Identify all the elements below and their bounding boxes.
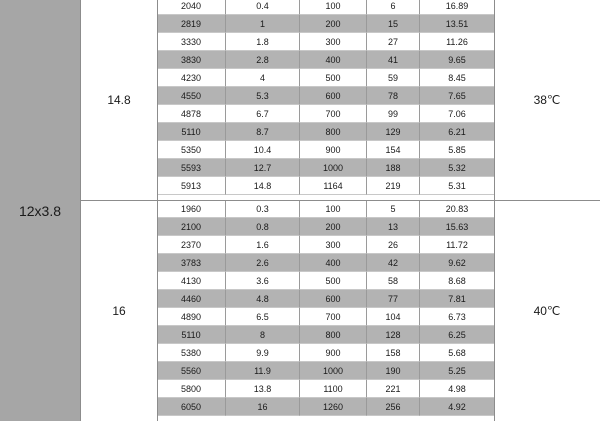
power-cell: 26 [367, 236, 420, 254]
power-cell: 42 [367, 254, 420, 272]
load-cell: 500 [300, 69, 367, 87]
table-row [157, 308, 494, 326]
rpm-cell: 2819 [157, 15, 226, 33]
rpm-cell: 4890 [157, 308, 226, 326]
table-row [157, 33, 494, 51]
rpm-cell: 3830 [157, 51, 226, 69]
current-cell: 8 [226, 326, 300, 344]
current-cell: 0.8 [226, 218, 300, 236]
current-cell: 1.6 [226, 236, 300, 254]
temperature-cell: 40℃ [494, 200, 600, 421]
power-cell: 128 [367, 326, 420, 344]
table-row [157, 141, 494, 159]
power-cell: 41 [367, 51, 420, 69]
current-cell: 10.4 [226, 141, 300, 159]
current-cell: 3.6 [226, 272, 300, 290]
torque-cell: 8.68 [420, 272, 494, 290]
torque-cell: 11.26 [420, 33, 494, 51]
power-cell: 219 [367, 177, 420, 195]
current-cell: 4.8 [226, 290, 300, 308]
table-row [157, 326, 494, 344]
power-cell: 59 [367, 69, 420, 87]
load-cell: 1000 [300, 362, 367, 380]
current-cell: 1.8 [226, 33, 300, 51]
power-cell: 27 [367, 33, 420, 51]
load-cell: 200 [300, 15, 367, 33]
size-cell: 12x3.8 [0, 0, 80, 421]
divider [157, 0, 158, 421]
torque-cell: 8.45 [420, 69, 494, 87]
rpm-cell: 4130 [157, 272, 226, 290]
torque-cell: 16.89 [420, 0, 494, 15]
table-row [157, 51, 494, 69]
table-row [157, 87, 494, 105]
load-cell: 1260 [300, 398, 367, 416]
rpm-cell: 4230 [157, 69, 226, 87]
rpm-cell: 5560 [157, 362, 226, 380]
load-cell: 800 [300, 123, 367, 141]
torque-cell: 9.62 [420, 254, 494, 272]
rpm-cell: 2040 [157, 0, 226, 15]
rpm-cell: 5350 [157, 141, 226, 159]
table-row [157, 380, 494, 398]
torque-cell: 5.25 [420, 362, 494, 380]
torque-cell: 6.25 [420, 326, 494, 344]
torque-cell: 20.83 [420, 200, 494, 218]
load-cell: 1164 [300, 177, 367, 195]
power-cell: 99 [367, 105, 420, 123]
table-row [157, 159, 494, 177]
load-cell: 300 [300, 33, 367, 51]
current-cell: 5.3 [226, 87, 300, 105]
current-cell: 0.4 [226, 0, 300, 15]
load-cell: 400 [300, 254, 367, 272]
torque-cell: 7.06 [420, 105, 494, 123]
load-cell: 700 [300, 105, 367, 123]
power-cell: 129 [367, 123, 420, 141]
torque-cell: 11.72 [420, 236, 494, 254]
table-row [157, 362, 494, 380]
load-cell: 1000 [300, 159, 367, 177]
table-row [157, 177, 494, 195]
current-cell: 1 [226, 15, 300, 33]
rpm-cell: 5913 [157, 177, 226, 195]
torque-cell: 13.51 [420, 15, 494, 33]
table-row [157, 254, 494, 272]
load-cell: 800 [300, 326, 367, 344]
table-row [157, 69, 494, 87]
power-cell: 13 [367, 218, 420, 236]
current-cell: 2.6 [226, 254, 300, 272]
rpm-cell: 6050 [157, 398, 226, 416]
table-row [157, 15, 494, 33]
current-cell: 11.9 [226, 362, 300, 380]
current-cell: 8.7 [226, 123, 300, 141]
power-cell: 188 [367, 159, 420, 177]
load-cell: 300 [300, 236, 367, 254]
torque-cell: 5.85 [420, 141, 494, 159]
load-cell: 600 [300, 87, 367, 105]
divider [81, 200, 600, 201]
table-row [157, 236, 494, 254]
load-cell: 900 [300, 344, 367, 362]
current-cell: 16 [226, 398, 300, 416]
rpm-cell: 2100 [157, 218, 226, 236]
current-cell: 13.8 [226, 380, 300, 398]
torque-cell: 7.65 [420, 87, 494, 105]
torque-cell: 6.21 [420, 123, 494, 141]
current-cell: 0.3 [226, 200, 300, 218]
power-cell: 154 [367, 141, 420, 159]
torque-cell: 4.92 [420, 398, 494, 416]
divider [494, 0, 495, 421]
rpm-cell: 2370 [157, 236, 226, 254]
rpm-cell: 3783 [157, 254, 226, 272]
load-cell: 400 [300, 51, 367, 69]
rpm-cell: 5380 [157, 344, 226, 362]
torque-cell: 9.65 [420, 51, 494, 69]
power-cell: 5 [367, 200, 420, 218]
current-cell: 9.9 [226, 344, 300, 362]
rpm-cell: 4878 [157, 105, 226, 123]
rpm-cell: 4550 [157, 87, 226, 105]
load-cell: 600 [300, 290, 367, 308]
divider [80, 0, 81, 421]
current-cell: 6.7 [226, 105, 300, 123]
power-cell: 58 [367, 272, 420, 290]
rpm-cell: 5593 [157, 159, 226, 177]
current-cell: 12.7 [226, 159, 300, 177]
torque-cell: 15.63 [420, 218, 494, 236]
load-cell: 500 [300, 272, 367, 290]
voltage-cell: 16 [81, 200, 157, 421]
current-cell: 6.5 [226, 308, 300, 326]
table-row [157, 272, 494, 290]
power-cell: 78 [367, 87, 420, 105]
power-cell: 158 [367, 344, 420, 362]
torque-cell: 5.31 [420, 177, 494, 195]
table-row [157, 344, 494, 362]
rpm-cell: 5110 [157, 326, 226, 344]
temperature-cell: 38℃ [494, 0, 600, 200]
rpm-cell: 4460 [157, 290, 226, 308]
torque-cell: 5.32 [420, 159, 494, 177]
power-cell: 6 [367, 0, 420, 15]
power-cell: 221 [367, 380, 420, 398]
rpm-cell: 5110 [157, 123, 226, 141]
rpm-cell: 3330 [157, 33, 226, 51]
rpm-cell: 5800 [157, 380, 226, 398]
power-cell: 256 [367, 398, 420, 416]
torque-cell: 7.81 [420, 290, 494, 308]
rpm-cell: 1960 [157, 200, 226, 218]
current-cell: 14.8 [226, 177, 300, 195]
voltage-cell: 14.8 [81, 0, 157, 200]
power-cell: 77 [367, 290, 420, 308]
table-row [157, 398, 494, 416]
power-cell: 104 [367, 308, 420, 326]
table-row [157, 123, 494, 141]
load-cell: 1100 [300, 380, 367, 398]
torque-cell: 6.73 [420, 308, 494, 326]
table-row [157, 218, 494, 236]
power-cell: 190 [367, 362, 420, 380]
torque-cell: 5.68 [420, 344, 494, 362]
table-row [157, 105, 494, 123]
current-cell: 2.8 [226, 51, 300, 69]
torque-cell: 4.98 [420, 380, 494, 398]
table-row [157, 0, 494, 15]
current-cell: 4 [226, 69, 300, 87]
load-cell: 100 [300, 0, 367, 15]
table-row [157, 290, 494, 308]
load-cell: 900 [300, 141, 367, 159]
load-cell: 200 [300, 218, 367, 236]
load-cell: 100 [300, 200, 367, 218]
table-row [157, 200, 494, 218]
power-cell: 15 [367, 15, 420, 33]
load-cell: 700 [300, 308, 367, 326]
